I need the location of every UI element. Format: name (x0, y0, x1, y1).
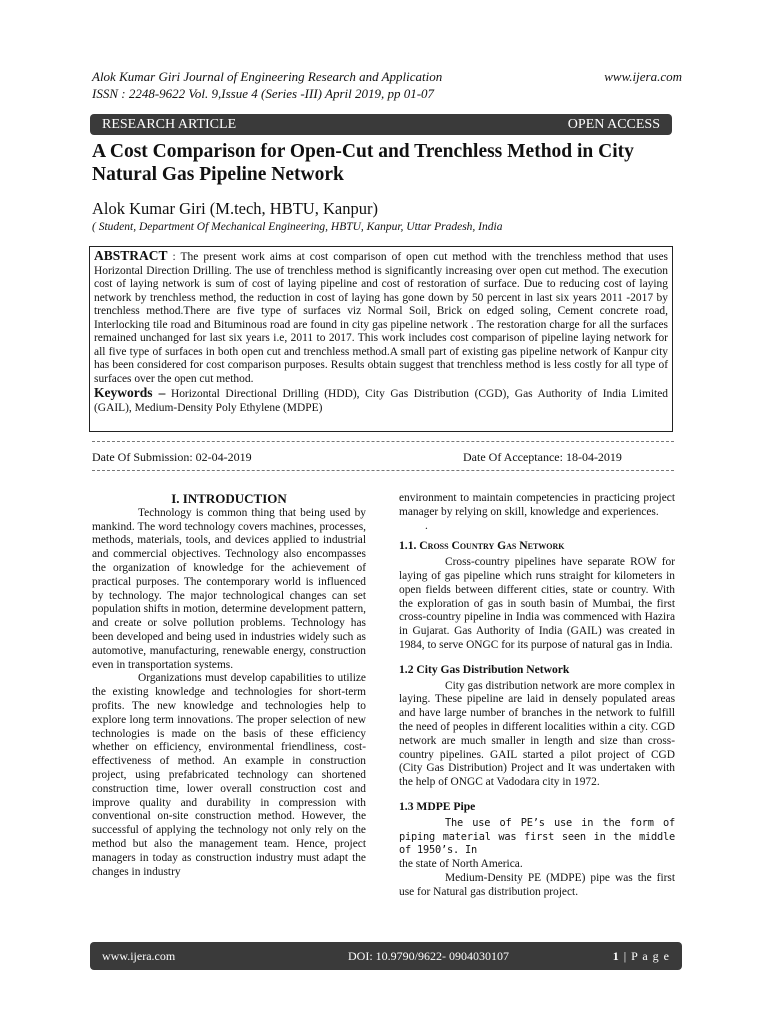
page-label: | P a g e (619, 949, 670, 963)
section-1-3-heading: 1.3 MDPE Pipe (399, 799, 476, 813)
divider-top (92, 441, 674, 442)
introduction-heading: I. INTRODUCTION (171, 491, 287, 506)
footer-website[interactable]: www.ijera.com (102, 949, 176, 963)
page-number (613, 942, 670, 970)
right-column (399, 492, 675, 900)
section-1-1-title: Cross Country Gas Network (419, 539, 565, 553)
acceptance-date: Date Of Acceptance: 18-04-2019 (463, 450, 622, 464)
intro-paragraph-1: Technology is common thing that being used by mankind. The word technology covers machines, processes, methods, materials, tools, and devices applied to industrial and commercial objectives. Technology also encompasses the organization of knowledge for the achievement of practical purposes. The contemporary world is influenced by technology. The major technological changes can set population shifts in motion, determine development pattern, and create or solve pollution problems. Technology has been developed and being used in industries widely such as automotive, manufacturing, renewable energy, construction even in transportation systems. (92, 506, 366, 671)
section-1-3-text-1: The use of PE’s use in the form of piping material was first seen in the middle of 1950’s. In (399, 816, 675, 857)
paper-title: A Cost Comparison for Open-Cut and Trenchless Method in City Natural Gas Pipeline Network (92, 141, 634, 185)
author-affiliation: ( Student, Department Of Mechanical Engineering, HBTU, Kanpur, Uttar Pradesh, India (92, 221, 503, 233)
dates-row (92, 450, 674, 464)
keywords-text: Horizontal Directional Drilling (HDD), City Gas Distribution (CGD), Gas Authority of India Limited (GAIL), Medium-Density Poly Ethylene (MDPE) (94, 388, 669, 414)
abstract-box (89, 246, 673, 432)
article-type-banner (90, 114, 672, 135)
journal-website[interactable]: www.ijera.com (604, 69, 682, 84)
section-1-3-text-2: Medium-Density PE (MDPE) pipe was the first use for Natural gas distribution project. (399, 871, 675, 898)
section-1-1-number: 1.1. (399, 539, 420, 553)
paper-author: Alok Kumar Giri (M.tech, HBTU, Kanpur) (92, 199, 378, 218)
divider-bottom (92, 470, 674, 471)
intro-paragraph-2-continued: environment to maintain competencies in practicing project manager by relying on skill, knowledge and experiences. (399, 492, 675, 518)
abstract-heading: ABSTRACT (94, 248, 168, 263)
journal-issn: ISSN : 2248-9622 Vol. 9,Issue 4 (Series -III) April 2019, pp 01-07 (92, 86, 435, 101)
section-1-1-text: Cross-country pipelines have separate ROW for laying of gas pipeline which runs straight for kilometers in open fields between different cities, state or country. With the exploration of gas in south basin of Mumbai, the first cross-country pipeline in India was commenced with Hazira in Gujarat. Gas Authority of India (GAIL) was created in 1984, to serve ONGC for its purpose of natural gas in India. (399, 556, 675, 651)
journal-name: Alok Kumar Giri Journal of Engineering Research and Application (92, 69, 443, 84)
page-number-value: 1 (612, 949, 620, 963)
section-1-3-text-1-continued: the state of North America. (399, 858, 523, 871)
section-1-2-text: City gas distribution network are more complex in laying. These pipeline are laid in densely populated areas and have large number of branches in the network to fulfill the need of peoples in different localities within a city. CGD network are much smaller in length and size than cross-country pipelines. GAIL started a pilot project of CGD (City Gas Distribution) Project and It was undertaken with the help of ONGC at Vadodara city in 1972. (399, 679, 675, 789)
section-1-1-heading (399, 539, 675, 553)
section-1-2-heading: 1.2 City Gas Distribution Network (399, 662, 570, 676)
left-column (92, 492, 366, 879)
submission-date: Date Of Submission: 02-04-2019 (92, 450, 252, 464)
keywords-heading: Keywords – (94, 385, 166, 400)
abstract-separator: : (167, 251, 181, 263)
stray-dot: . (425, 519, 428, 532)
page-footer (90, 942, 682, 970)
abstract-text: The present work aims at cost comparison of open cut method with the trenchless method that uses Horizontal Direction Drilling. The use of trenchless method is significantly increasing over open cut method. The execution cost of laying network is sum of cost of laying pipeline and cost of restoration of surface. Due to reducing cost of laying network by trenchless method, the reduction in cost of laying has gone down by 50 percent in last six years 2011 -2017 by trenchless method.There are five type of surfaces viz Normal Soil, Brick on edged soling, Cement concrete road, Interlocking tile road and Bituminous road are found in city gas pipeline network . The restoration charge for all the surfaces remained unchanged for last six years i.e, 2011 to 2017. This work includes cost comparison of pipeline laying network for all five type of surfaces in both open cut and trenchless method.A small part of existing gas pipeline network of Kanpur city has been considered for cost comparison purposes. Results obtain suggest that trenchless method is less costly for all type of surfaces over the open cut method. (94, 251, 668, 385)
intro-paragraph-2: Organizations must develop capabilities to utilize the existing knowledge and technologies for short-term profits. The new knowledge and technologies help to explore long term innovations. The proper selection of new technologies is made on the basis of these efficiency whether on efficiency, environmental friendliness, cost-effectiveness of method. An example in construction project, using prefabricated technology can shortened construction time, lower overall construction cost and improve quality and durability in compression with conventional on-site construction method. However, the successful of applying the technology not only rely on the method but also the management team. Hence, project managers in today as construction industry must adapt the changes in industry (92, 672, 366, 878)
journal-header (92, 68, 682, 102)
research-article-label: RESEARCH ARTICLE (102, 117, 237, 132)
footer-doi[interactable]: DOI: 10.9790/9622- 0904030107 (348, 949, 509, 963)
open-access-label: OPEN ACCESS (567, 117, 660, 132)
